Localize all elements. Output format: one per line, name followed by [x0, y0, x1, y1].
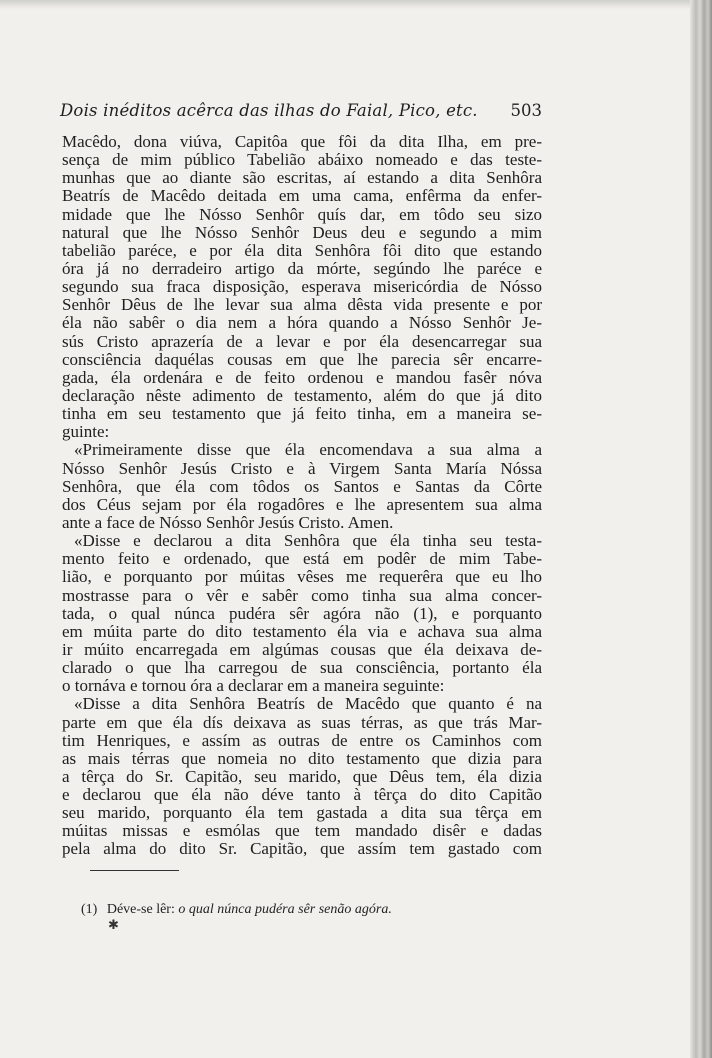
footnote-lead: Déve-se lêr:	[106, 902, 175, 917]
text-line: o tornáva e tornou óra a declarar em a maneira seguinte:	[62, 676, 445, 696]
text-line: éla não sabêr o dia nem a hóra quando a Nósso Senhôr Je-	[62, 313, 542, 333]
page-number: 503	[510, 101, 542, 120]
text-line: Beatrís de Macêdo deitada em uma cama, enfêrma da enfer-	[62, 186, 542, 206]
paragraph-start-line: «Disse a dita Senhôra Beatrís de Macêdo que quanto é na	[74, 694, 542, 714]
text-line: a têrça do Sr. Capitão, seu marido, que Dêus tem, éla dizia	[62, 766, 542, 786]
text-line: consciência daquélas cousas em que lhe parecia sêr encarre-	[62, 349, 542, 369]
text-line: sença de mim público Tabelião abáixo nomeado e das teste-	[62, 150, 542, 170]
paragraph-start-line: «Disse e declarou a dita Senhôra que éla tinha seu testa-	[74, 531, 542, 551]
footnote-marker: (1)	[81, 902, 98, 917]
text-line: Senhôra, que éla com tôdos os Santos e Santas da Côrte	[62, 476, 542, 496]
page-top-edge	[0, 0, 712, 9]
text-line: munhas que ao diante são escritas, aí estando a dita Senhôra	[62, 168, 542, 188]
text-line: Senhôr Dêus de lhe levar sua alma dêsta vida presente e por	[62, 295, 542, 315]
text-line: em múita parte do dito testamento éla via e achava sua alma	[62, 621, 542, 641]
footnote-quote: o qual núnca pudéra sêr senão agóra.	[178, 902, 392, 917]
text-line: tada, o qual núnca pudéra sêr agóra não (1), e porquanto	[62, 603, 542, 623]
text-line: tinha em seu testamento que já feito tinha, em a maneira se-	[62, 404, 542, 424]
text-line: declaração nêste adimento de testamento, além do que já dito	[62, 385, 542, 405]
text-line: lião, e porquanto por múitas vêses me requerêra que eu lho	[62, 567, 542, 587]
running-title: Dois inéditos acêrca das ilhas do Faial, Pico, etc.	[60, 101, 478, 120]
text-line: as mais térras que nomeia no dito testamento que dizia para	[62, 748, 542, 768]
asterisk-mark-icon: ✱	[108, 918, 119, 933]
text-line: segundo sua fraca disposição, esperava misericórdia de Nósso	[62, 277, 542, 297]
text-line: Nósso Senhôr Jesús Cristo e à Virgem Santa María Nóssa	[62, 458, 542, 478]
text-line: múitas missas e esmólas que tem mandado disêr e dadas	[62, 821, 542, 841]
body-text	[62, 133, 542, 859]
text-line: midade que lhe Nósso Senhôr quís dar, em tôdo seu sizo	[62, 204, 542, 224]
footnote	[81, 902, 392, 918]
text-line: parte em que éla dís deixava as suas térras, as que trás Mar-	[62, 712, 542, 732]
text-line: tabelião paréce, e por éla dita Senhôra fôi dito que estando	[62, 240, 542, 260]
text-line: guinte:	[62, 422, 110, 442]
text-line: mostrasse para o vêr e sabêr como tinha sua alma concer-	[62, 585, 542, 605]
page-right-edge	[690, 0, 712, 1058]
footnote-divider	[90, 870, 179, 871]
text-line: clarado o que lha carregou de sua consciência, portanto éla	[62, 658, 542, 678]
text-line: gada, éla ordenára e de feito ordenou e mandou fasêr nóva	[62, 367, 542, 387]
text-line: tim Henriques, e assím as outras de entre os Caminhos com	[62, 730, 542, 750]
text-line: ante a face de Nósso Senhôr Jesús Cristo. Amen.	[62, 512, 394, 532]
text-line: seu marido, porquanto éla tem gastada a dita sua têrça em	[62, 803, 542, 823]
paragraph-start-line: «Primeiramente disse que éla encomendava a sua alma a	[74, 440, 542, 460]
text-line: e declarou que éla não déve tanto à têrça do dito Capitão	[62, 785, 542, 805]
text-line: óra já no derradeiro artigo da mórte, segúndo lhe paréce e	[62, 258, 542, 278]
text-line: dos Céus sejam por éla rogadôres e lhe apresentem sua alma	[62, 494, 542, 514]
running-header	[60, 101, 542, 120]
text-line: sús Cristo aprazería de a levar e por éla desencarregar sua	[62, 331, 542, 351]
text-line: ir múito encarregada em algúmas cousas que éla deixava de-	[62, 639, 542, 659]
text-line: mento feito e ordenado, que está em podêr de mim Tabe-	[62, 549, 542, 569]
text-line: pela alma do dito Sr. Capitão, que assím tem gastado com	[62, 839, 542, 859]
text-line: natural que lhe Nósso Senhôr Deus deu e segundo a mim	[62, 222, 542, 242]
text-line: Macêdo, dona viúva, Capitôa que fôi da dita Ilha, em pre-	[62, 132, 542, 151]
